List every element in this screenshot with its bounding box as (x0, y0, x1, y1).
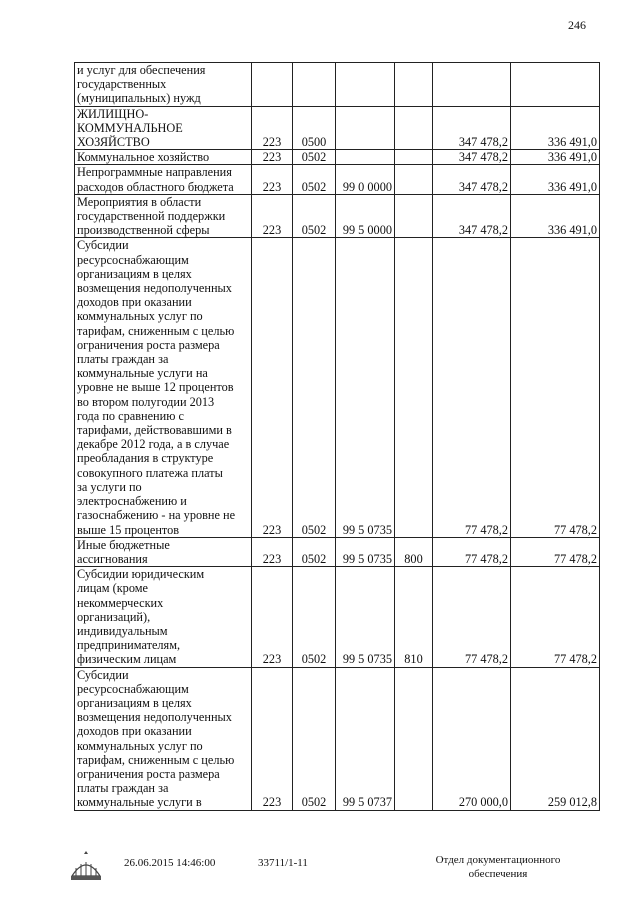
cell-name: Мероприятия в области государственной поддержки производственной сферы (75, 194, 252, 238)
cell-vr: 810 (395, 567, 433, 667)
cell-vr (395, 667, 433, 810)
cell-csr: 99 5 0737 (336, 667, 395, 810)
cell-vr (395, 150, 433, 165)
footer-department (408, 853, 588, 881)
cell-sum2: 77 478,2 (511, 537, 600, 566)
table-row (75, 567, 600, 667)
budget-table (74, 62, 600, 811)
cell-rz: 223 (252, 194, 293, 238)
cell-sum1: 77 478,2 (433, 238, 511, 537)
cell-vr (395, 238, 433, 537)
table-row (75, 238, 600, 537)
cell-sum2 (511, 63, 600, 107)
cell-pr: 0502 (293, 194, 336, 238)
cell-sum2: 336 491,0 (511, 165, 600, 194)
cell-sum2: 336 491,0 (511, 150, 600, 165)
cell-csr: 99 5 0735 (336, 238, 395, 537)
cell-rz: 223 (252, 150, 293, 165)
cell-pr: 0502 (293, 150, 336, 165)
cell-csr: 99 5 0735 (336, 567, 395, 667)
cell-csr (336, 63, 395, 107)
cell-sum2: 336 491,0 (511, 106, 600, 150)
cell-csr: 99 5 0735 (336, 537, 395, 566)
table-row (75, 63, 600, 107)
table-row (75, 537, 600, 566)
cell-vr (395, 106, 433, 150)
cell-sum1: 347 478,2 (433, 194, 511, 238)
cell-sum1: 270 000,0 (433, 667, 511, 810)
page-number: 246 (568, 18, 586, 32)
cell-pr: 0502 (293, 537, 336, 566)
cell-csr (336, 106, 395, 150)
cell-name: Коммунальное хозяйство (75, 150, 252, 165)
cell-pr (293, 63, 336, 107)
table-row (75, 667, 600, 810)
cell-pr: 0502 (293, 238, 336, 537)
cell-pr: 0502 (293, 667, 336, 810)
cell-sum2: 77 478,2 (511, 238, 600, 537)
cell-csr (336, 150, 395, 165)
footer-department-line2: обеспечения (468, 868, 528, 880)
cell-sum2: 259 012,8 (511, 667, 600, 810)
cell-sum1: 77 478,2 (433, 537, 511, 566)
cell-vr: 800 (395, 537, 433, 566)
cell-sum1: 77 478,2 (433, 567, 511, 667)
cell-pr: 0500 (293, 106, 336, 150)
cell-rz: 223 (252, 667, 293, 810)
cell-rz: 223 (252, 537, 293, 566)
cell-pr: 0502 (293, 567, 336, 667)
table-row (75, 165, 600, 194)
cell-sum2: 77 478,2 (511, 567, 600, 667)
cell-csr: 99 5 0000 (336, 194, 395, 238)
cell-name: и услуг для обеспечения государственных (муниципальных) нужд (75, 63, 252, 107)
cell-name: ЖИЛИЩНО- КОММУНАЛЬНОЕ ХОЗЯЙСТВО (75, 106, 252, 150)
cell-vr (395, 165, 433, 194)
cell-csr: 99 0 0000 (336, 165, 395, 194)
footer-doc-number: 33711/1-11 (258, 857, 308, 869)
cell-sum1 (433, 63, 511, 107)
footer-department-line1: Отдел документационного (435, 854, 561, 866)
cell-sum1: 347 478,2 (433, 150, 511, 165)
table-row (75, 106, 600, 150)
cell-rz: 223 (252, 238, 293, 537)
cell-sum2: 336 491,0 (511, 194, 600, 238)
cell-rz: 223 (252, 567, 293, 667)
cell-name: Субсидии ресурсоснабжающим организациям в целях возмещения недополученных доходов при оказании коммунальных услуг по тарифам, сниженным с целью ограничения роста размера платы граждан за коммунальные услуги на уровне не выше 12 процентов во втором полугодии 2013 года по сравнению с тарифами, действовавшими в декабре 2012 года, а в случае преобладания в структуре совокупного платежа платы за услуги по электроснабжению и газоснабжению - на уровне не выше 15 процентов (75, 238, 252, 537)
cell-name: Субсидии ресурсоснабжающим организациям в целях возмещения недополученных доходов при оказании коммунальных услуг по тарифам, сниженным с целью ограничения роста размера платы граждан за коммунальные услуги в (75, 667, 252, 810)
cell-name: Иные бюджетные ассигнования (75, 537, 252, 566)
duma-emblem-icon (68, 850, 104, 884)
cell-rz: 223 (252, 165, 293, 194)
cell-sum1: 347 478,2 (433, 165, 511, 194)
table-row (75, 150, 600, 165)
cell-name: Субсидии юридическим лицам (кроме некоммерческих организаций), индивидуальным предпринимателям, физическим лицам (75, 567, 252, 667)
cell-rz: 223 (252, 106, 293, 150)
table-row (75, 194, 600, 238)
cell-name: Непрограммные направления расходов областного бюджета (75, 165, 252, 194)
cell-vr (395, 63, 433, 107)
cell-vr (395, 194, 433, 238)
cell-pr: 0502 (293, 165, 336, 194)
footer-timestamp: 26.06.2015 14:46:00 (124, 857, 216, 869)
cell-sum1: 347 478,2 (433, 106, 511, 150)
cell-rz (252, 63, 293, 107)
